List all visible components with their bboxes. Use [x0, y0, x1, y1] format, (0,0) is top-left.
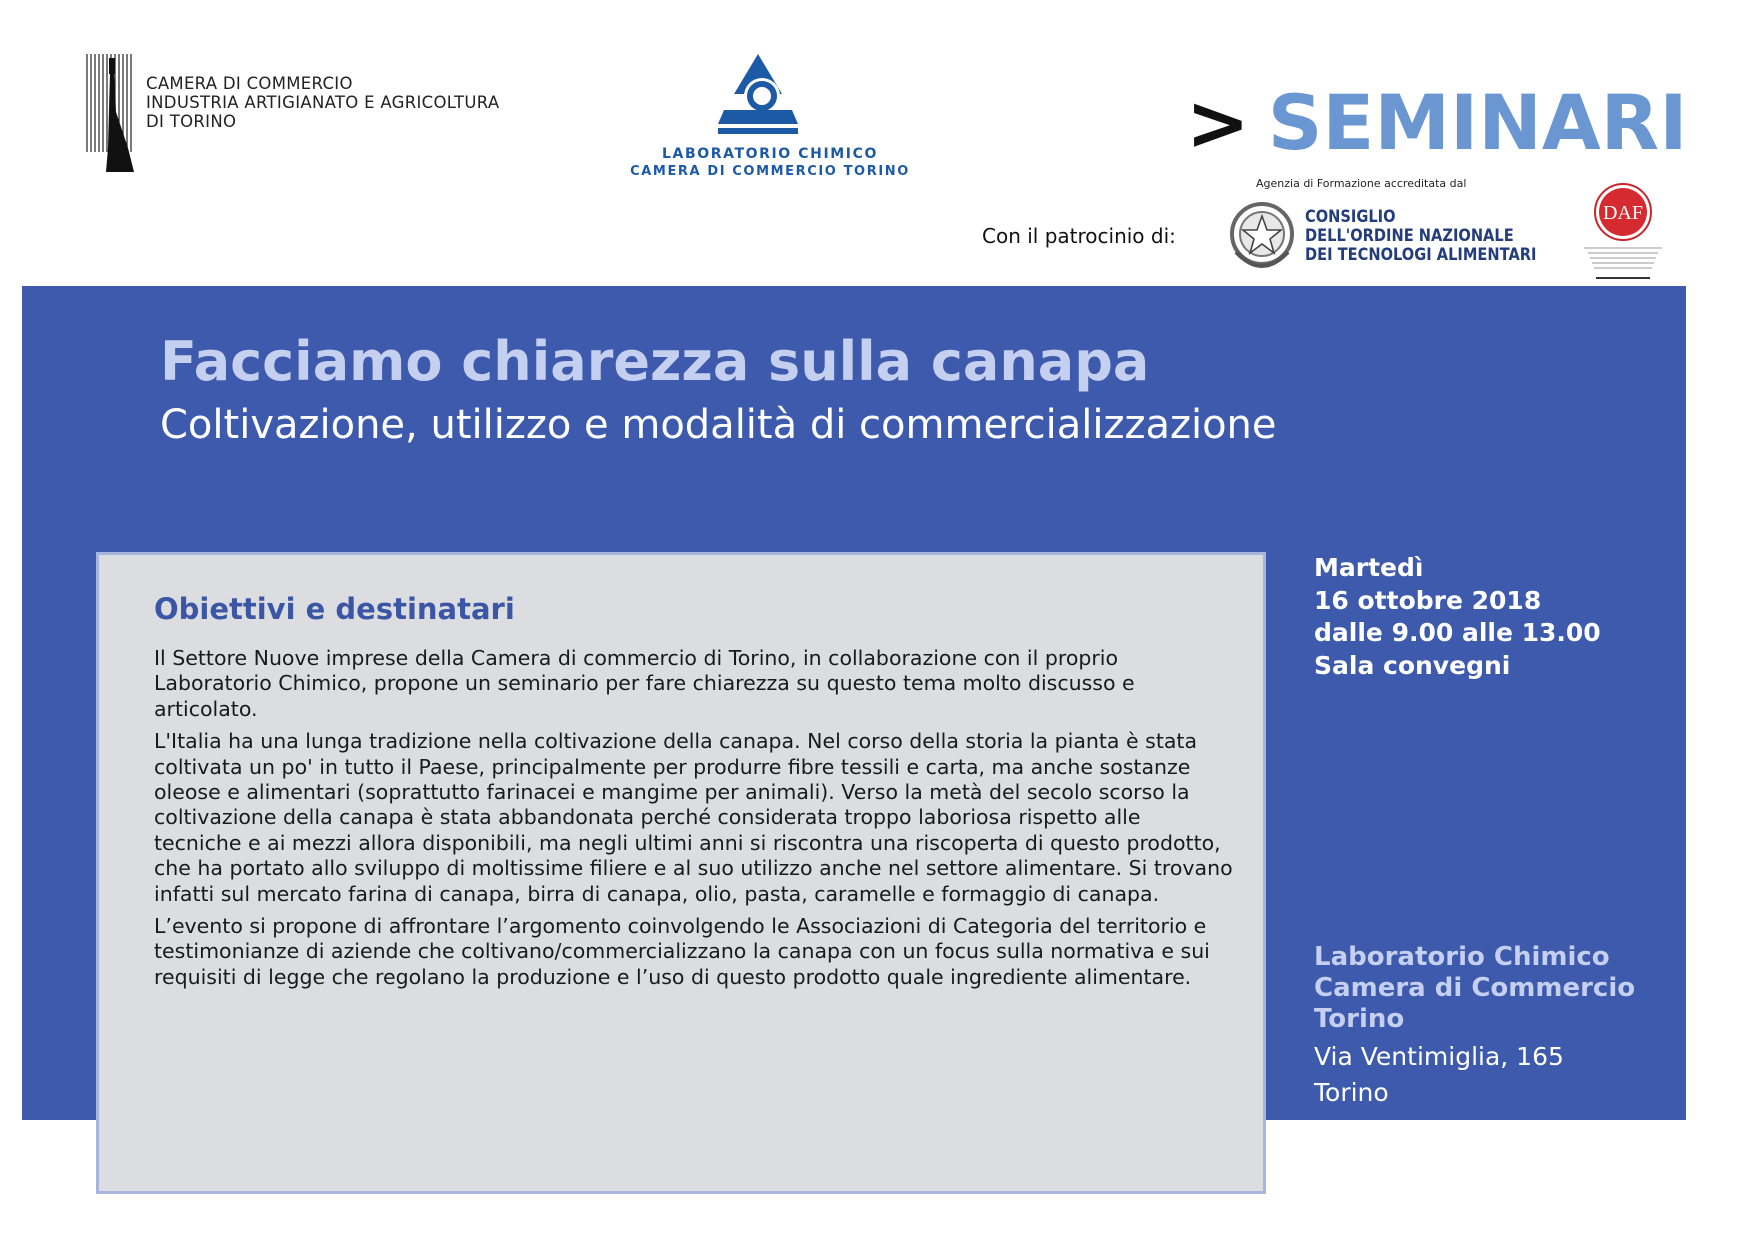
- event-room: Sala convegni: [1314, 650, 1511, 680]
- cnt-logo-text: CONSIGLIO DELL'ORDINE NAZIONALE DEI TECNOLOGI ALIMENTARI: [1305, 207, 1537, 265]
- daf-logo-icon: [1576, 182, 1670, 284]
- venue-name: Laboratorio Chimico Camera di Commercio Torino: [1314, 942, 1636, 1034]
- patrocinio-label: Con il patrocinio di:: [982, 224, 1176, 248]
- italian-republic-emblem-icon: [1228, 200, 1296, 276]
- objectives-body: [154, 646, 1234, 997]
- daf-logo-label: DAF: [1602, 202, 1644, 224]
- event-details: [1314, 552, 1601, 682]
- seminari-heading: [1186, 78, 1706, 168]
- cciaa-name: CAMERA DI COMMERCIO INDUSTRIA ARTIGIANATO E AGRICOLTURA DI TORINO: [146, 74, 500, 131]
- laboratorio-chimico-logo: [600, 52, 940, 187]
- event-venue: [1314, 942, 1635, 1111]
- cciaa-torino-logo: [84, 52, 500, 174]
- laboratorio-chimico-logo-icon: [712, 52, 804, 138]
- objectives-paragraph: L'Italia ha una lunga tradizione nella coltivazione della canapa. Nel corso della storia la pianta è stata coltivata un po' in tutto il Paese, principalmente per produrre fibre tessili e carta, ma anche sostanze oleose e alimentari (soprattutto farinacei e mangime per animali). Verso la metà del secolo scorso la coltivazione della canapa è stata abbandonata perché considerata troppo laboriosa rispetto alle tecniche e ai mezzi allora disponibili, ma negli ultimi anni si riscontra una riscoperta di questo prodotto, che ha portato allo sviluppo di moltissime filiere e al suo utilizzo anche nel settore alimentare. Si trovano infatti sul mercato farina di canapa, birra di canapa, olio, pasta, caramelle e formaggio di canapa.: [154, 729, 1233, 906]
- venue-address: Via Ventimiglia, 165 Torino: [1314, 1042, 1564, 1107]
- objectives-paragraph: L’evento si propone di affrontare l’argomento coinvolgendo le Associazioni di Categoria del territorio e testimonianze di aziende che coltivano/commercializzano la canapa con un focus sulla normativa e sui requisiti di legge che regolano la produzione e l’uso di questo prodotto quale ingrediente alimentare.: [154, 914, 1210, 989]
- seminari-arrow: >: [1186, 78, 1250, 167]
- event-day: Martedì: [1314, 553, 1424, 582]
- seminari-label: SEMINARI: [1267, 78, 1688, 167]
- objectives-heading: Obiettivi e destinatari: [154, 592, 515, 626]
- event-subtitle: Coltivazione, utilizzo e modalità di commercializzazione: [160, 402, 1277, 448]
- agenzia-note: Agenzia di Formazione accreditata dal: [1256, 177, 1467, 190]
- objectives-paragraph: Il Settore Nuove imprese della Camera di commercio di Torino, in collaborazione con il proprio Laboratorio Chimico, propone un seminario per fare chiarezza su questo tema molto discusso e articolato.: [154, 646, 1135, 721]
- mole-antonelliana-logo-icon: [84, 52, 138, 174]
- event-title: Facciamo chiarezza sulla canapa: [160, 330, 1150, 393]
- event-date: 16 ottobre 2018: [1314, 585, 1542, 615]
- event-time: dalle 9.00 alle 13.00: [1314, 618, 1601, 647]
- laboratorio-chimico-name: LABORATORIO CHIMICO CAMERA DI COMMERCIO TORINO: [630, 146, 910, 179]
